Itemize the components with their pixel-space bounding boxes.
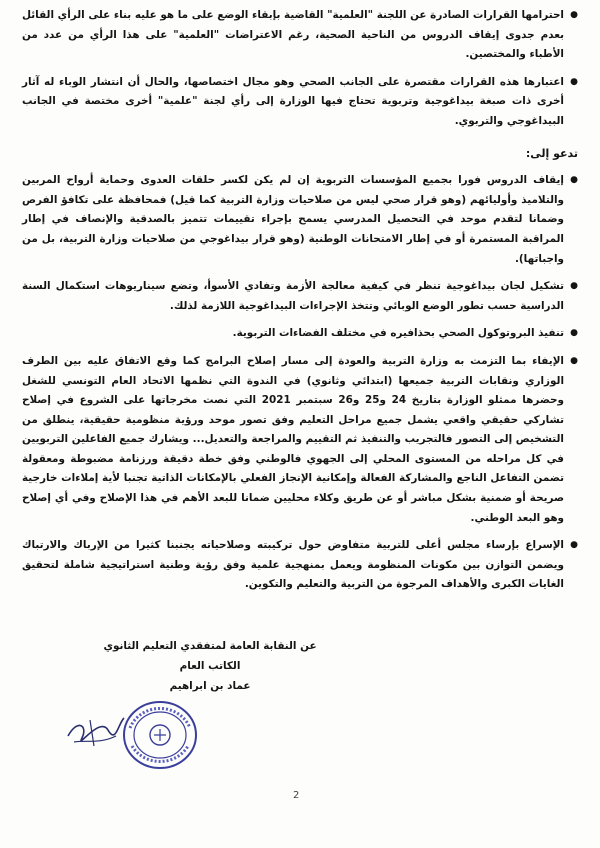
bullet-icon: ●: [570, 540, 578, 551]
signature-title: الكاتب العام: [179, 660, 241, 672]
bullet-icon: ●: [570, 328, 578, 339]
bullet-icon: ●: [570, 76, 578, 87]
demand-1-text: إيقاف الدروس فورا بجميع المؤسسات التربوية إن لم يكن لكسر حلقات العدوى وحماية أرواح المربين والتلاميذ وأوليائهم (وهو قرار صحي ليس من صلاحيات وزارة التربية كما قيل) فمحافظة على تكافؤ الفرص وضمانا لتقدم موحد في التحصيل المدرسي يسمح بإجراء تقييمات تتميز بالصدقية والإنصاف في إطار المراقبة المستمرة أو في إطار الامتحانات الوطنية (وهو قرار بيداغوجي من صلاحيات وزارة التربية، بل من واجباتها).: [22, 174, 564, 265]
demand-4-text: الإيفاء بما التزمت به وزارة التربية والعودة إلى مسار إصلاح البرامج كما وقع الاتفاق عليه بين الطرف الوزاري ونقابات التربية جميعها (ابتدائي وثانوي) في الندوة التي نظمها الاتحاد العام التونسي للشغل وحضرها ممثلو الوزارة بتاريخ 24 و25 و26 سبتمبر 2021 التي نصت مخرجاتها على الشروع في إصلاح تشاركي حقيقي واقعي يشمل جميع مراحل التعليم وفق تصور موحد ورؤية منظومية حقيقية، ينطلق من التشخيص إلى التصور فالتجريب والتنفيذ ثم التقييم والمراجعة والتعديل... ويشارك جميع الفاعلين التربويين في كل مراحله من المستوى المحلي إلى الجهوي فالوطني وفق خطة دقيقة ورزنامة مضبوطة ومعقولة تضمن التفاعل الناجع والمشاركة الفعالة وإمكانية الإنجاز الفعلي بالإمكانات الذاتية تجنبا لأية إملاءات خارجية صريحة أو ضمنية بشكل مباشر أو عن طريق وكلاء محليين ضمانا للبعد الأهم في هذا الإصلاح وفي أي إصلاح وهو البعد الوطني.: [22, 354, 565, 524]
paragraph-1-text: احترامها القرارات الصادرة عن اللجنة "العلمية" القاضية بإبقاء الوضع على ما هو عليه بناء على الرأي القائل بعدم جدوى إيقاف الدروس من الناحية الصحية، رغم الاعتراضات "العلمية" على هذا الرأي من عدد من الأطباء والمختصين.: [22, 9, 564, 61]
paragraph-2-text: اعتبارها هذه القرارات مقتصرة على الجانب الصحي وهو مجال اختصاصها، والحال أن انتشار الوباء له آثار أخرى ذات صبغة بيداغوجية وتربوية تحتاج فيها الوزارة إلى رأي لجنة "علمية" أخرى مختصة في الجانب البيداغوجي والتربوي.: [22, 75, 564, 127]
demand-4: [22, 352, 578, 528]
demand-5: [22, 536, 578, 595]
demand-2: [22, 277, 578, 316]
document-body: [22, 6, 578, 595]
paragraph-2: [22, 73, 578, 132]
demand-5-text: الإسراع بإرساء مجلس أعلى للتربية متفاوض حول تركيبته وصلاحياته يجنبنا كثيرا من الإرباك والارتباك ويضمن التوازن بين مكونات المنظومة ويعمل بمنهجية علمية وفق رؤية وطنية استراتيجية شاملة لتحقيق الغايات الكبرى والأهداف المرجوة من التربية والتعليم والتكوين.: [22, 539, 564, 591]
demand-3-text: تنفيذ البروتوكول الصحي بحذافيره في مختلف الفضاءات التربوية.: [232, 327, 564, 340]
demand-1: [22, 171, 578, 269]
bullet-icon: ●: [570, 281, 578, 292]
bullet-icon: ●: [570, 175, 578, 186]
call-heading: تدعو إلى:: [525, 146, 578, 160]
paragraph-1: [22, 6, 578, 65]
demand-2-text: تشكيل لجان بيداغوجية تنظر في كيفية معالجة الأزمة وتفادي الأسوأ، وتضع سيناريوهات استكمال السنة الدراسية حسب تطور الوضع الوبائي وتتخذ الإجراءات البيداغوجية اللازمة لذلك.: [22, 280, 564, 312]
page-number: 2: [293, 790, 300, 801]
demand-3: [22, 324, 578, 344]
union-stamp-seal: [120, 698, 200, 772]
signature-block: [90, 636, 330, 696]
signature-org: عن النقابة العامة لمتفقدي التعليم الثانوي: [103, 640, 317, 652]
bullet-icon: ●: [570, 355, 578, 366]
bullet-icon: ●: [570, 10, 578, 20]
signature-name: عماد بن ابراهيم: [169, 680, 251, 692]
